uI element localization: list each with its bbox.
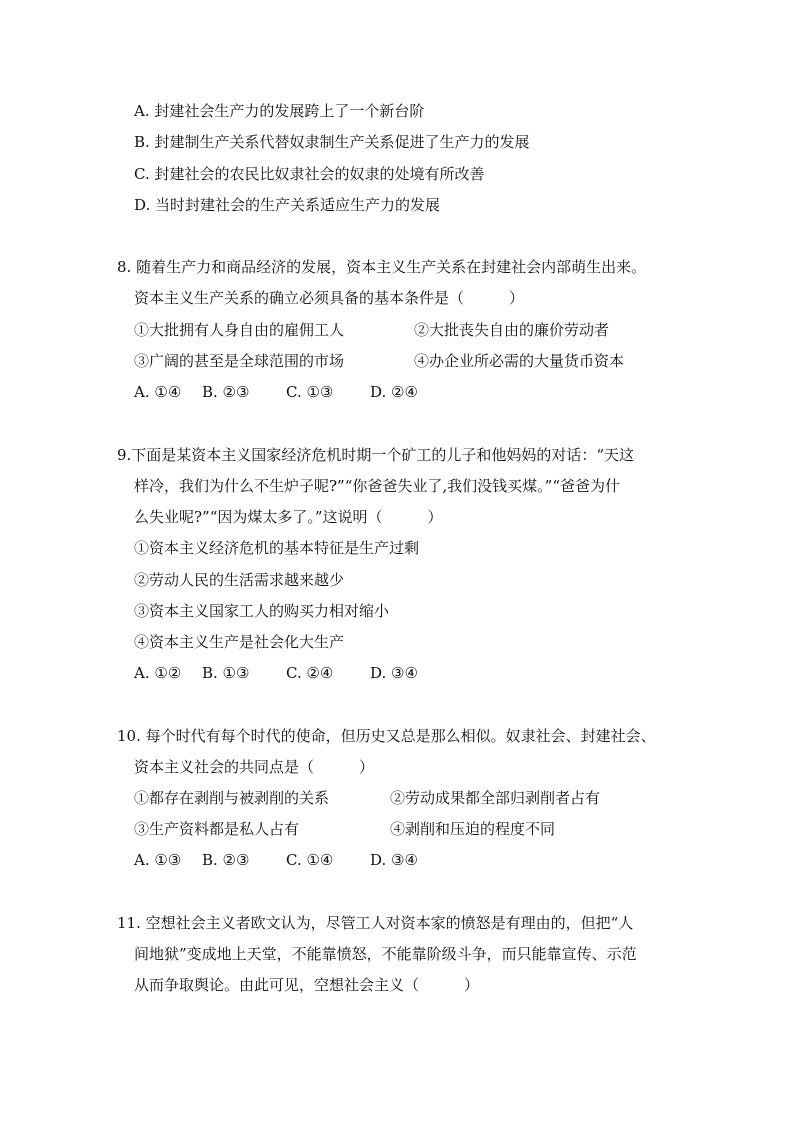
q10-stem-line2: 资本主义社会的共同点是（ ） bbox=[134, 758, 375, 776]
q7-option-d: D. 当时封建社会的生产关系适应生产力的发展 bbox=[134, 196, 441, 214]
q7-option-c: C. 封建社会的农民比奴隶社会的奴隶的处境有所改善 bbox=[134, 165, 485, 183]
q8-stem-line2: 资本主义生产关系的确立必须具备的基本条件是（ ） bbox=[134, 289, 525, 307]
q11-stem-line1: 11. 空想社会主义者欧文认为，尽管工人对资本家的愤怒是有理由的，但把“人 bbox=[117, 914, 634, 932]
q8-item-3: ③广阔的甚至是全球范围的市场 bbox=[134, 352, 345, 370]
q8-item-1: ①大批拥有人身自由的雇佣工人 bbox=[134, 321, 345, 339]
q8-item-2: ②大批丧失自由的廉价劳动者 bbox=[414, 321, 610, 339]
q10-choices bbox=[134, 850, 454, 870]
q10-choice-d: D. ③④ bbox=[370, 851, 418, 869]
q10-item-1: ①都存在剥削与被剥削的关系 bbox=[134, 789, 330, 807]
q8-item-4: ④办企业所必需的大量货币资本 bbox=[414, 352, 625, 370]
q9-item-3: ③资本主义国家工人的购买力相对缩小 bbox=[134, 602, 390, 620]
q10-item-3: ③生产资料都是私人占有 bbox=[134, 820, 300, 838]
q8-choice-c: C. ①③ bbox=[286, 383, 334, 401]
q10-choice-a: A. ①③ bbox=[134, 851, 182, 869]
q9-item-4: ④资本主义生产是社会化大生产 bbox=[134, 633, 345, 651]
q8-items-row1 bbox=[134, 320, 694, 340]
q9-stem-line2: 样冷，我们为什么不生炉子呢?”“你爸爸失业了,我们没钱买煤。”“爸爸为什 bbox=[134, 477, 620, 495]
q9-item-1: ①资本主义经济危机的基本特征是生产过剩 bbox=[134, 539, 420, 557]
q9-item-2: ②劳动人民的生活需求越来越少 bbox=[134, 571, 345, 589]
q8-stem-line1: 8. 随着生产力和商品经济的发展，资本主义生产关系在封建社会内部萌生出来。 bbox=[117, 258, 647, 276]
q7-option-a: A. 封建社会生产力的发展跨上了一个新台阶 bbox=[134, 102, 425, 120]
q10-items-row2 bbox=[134, 819, 694, 839]
q11-stem-line2: 间地狱”变成地上天堂，不能靠愤怒，不能靠阶级斗争，而只能靠宣传、示范 bbox=[134, 945, 637, 963]
q8-items-row2 bbox=[134, 351, 694, 371]
q10-choice-c: C. ①④ bbox=[286, 851, 334, 869]
q8-choice-d: D. ②④ bbox=[370, 383, 418, 401]
q10-item-4: ④剥削和压迫的程度不同 bbox=[390, 820, 556, 838]
q9-stem-line3: 么失业呢?”“因为煤太多了。”这说明（ ） bbox=[134, 508, 443, 526]
q9-choice-c: C. ②④ bbox=[286, 664, 334, 682]
q10-choice-b: B. ②③ bbox=[202, 851, 250, 869]
q9-choice-d: D. ③④ bbox=[370, 664, 418, 682]
q10-stem-line1: 10. 每个时代有每个时代的使命，但历史又总是那么相似。奴隶社会、封建社会、 bbox=[117, 727, 656, 745]
q9-choice-a: A. ①② bbox=[134, 664, 182, 682]
q9-stem-line1: 9.下面是某资本主义国家经济危机时期一个矿工的儿子和他妈妈的对话：“天这 bbox=[117, 446, 634, 464]
q8-choice-a: A. ①④ bbox=[134, 383, 182, 401]
q11-stem-line3: 从而争取舆论。由此可见，空想社会主义（ ） bbox=[134, 976, 480, 994]
q9-choice-b: B. ①③ bbox=[202, 664, 250, 682]
q8-choice-b: B. ②③ bbox=[202, 383, 250, 401]
q7-option-b: B. 封建制生产关系代替奴隶制生产关系促进了生产力的发展 bbox=[134, 133, 530, 151]
q10-items-row1 bbox=[134, 788, 694, 808]
q8-choices bbox=[134, 382, 454, 402]
q10-item-2: ②劳动成果都全部归剥削者占有 bbox=[390, 789, 601, 807]
q9-choices bbox=[134, 663, 454, 683]
